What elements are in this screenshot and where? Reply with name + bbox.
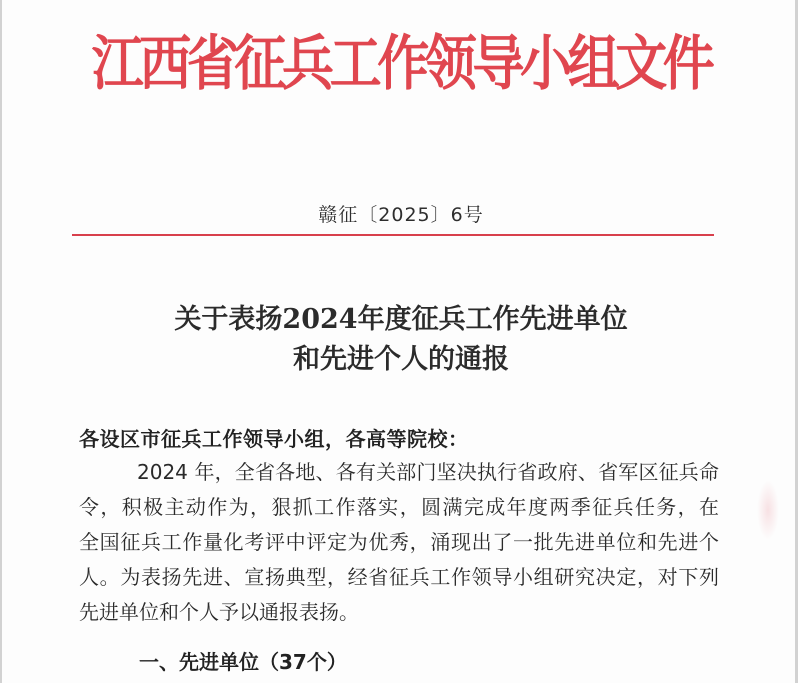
body-paragraph-line: 先进单位和个人予以通报表扬。 bbox=[79, 600, 359, 624]
body-paragraph-line: 人。为表扬先进、宣扬典型，经省征兵工作领导小组研究决定，对下列 bbox=[79, 565, 719, 589]
salutation: 各设区市征兵工作领导小组，各高等院校： bbox=[79, 427, 469, 451]
body-paragraph-line: 2024 年，全省各地、各有关部门坚决执行省政府、省军区征兵命 bbox=[137, 460, 719, 484]
notice-title-line-2: 和先进个人的通报 bbox=[293, 344, 509, 375]
issuer-header-text: 江西省征兵工作领导小组文件 bbox=[91, 28, 711, 99]
issuer-header-title bbox=[2, 24, 798, 105]
red-divider-line bbox=[72, 234, 714, 236]
body-paragraph-line: 全国征兵工作量化考评中评定为优秀，涌现出了一批先进单位和先进个 bbox=[79, 530, 719, 554]
section-heading-advanced-units: 一、先进单位（37个） bbox=[139, 650, 347, 674]
body-paragraph-line: 令，积极主动作为，狠抓工作落实，圆满完成年度两季征兵任务，在 bbox=[79, 495, 719, 519]
document-number: 赣征〔2025〕6号 bbox=[318, 204, 484, 226]
faint-seal-mark bbox=[757, 480, 779, 540]
notice-title-line-1: 关于表扬2024年度征兵工作先进单位 bbox=[174, 304, 628, 335]
